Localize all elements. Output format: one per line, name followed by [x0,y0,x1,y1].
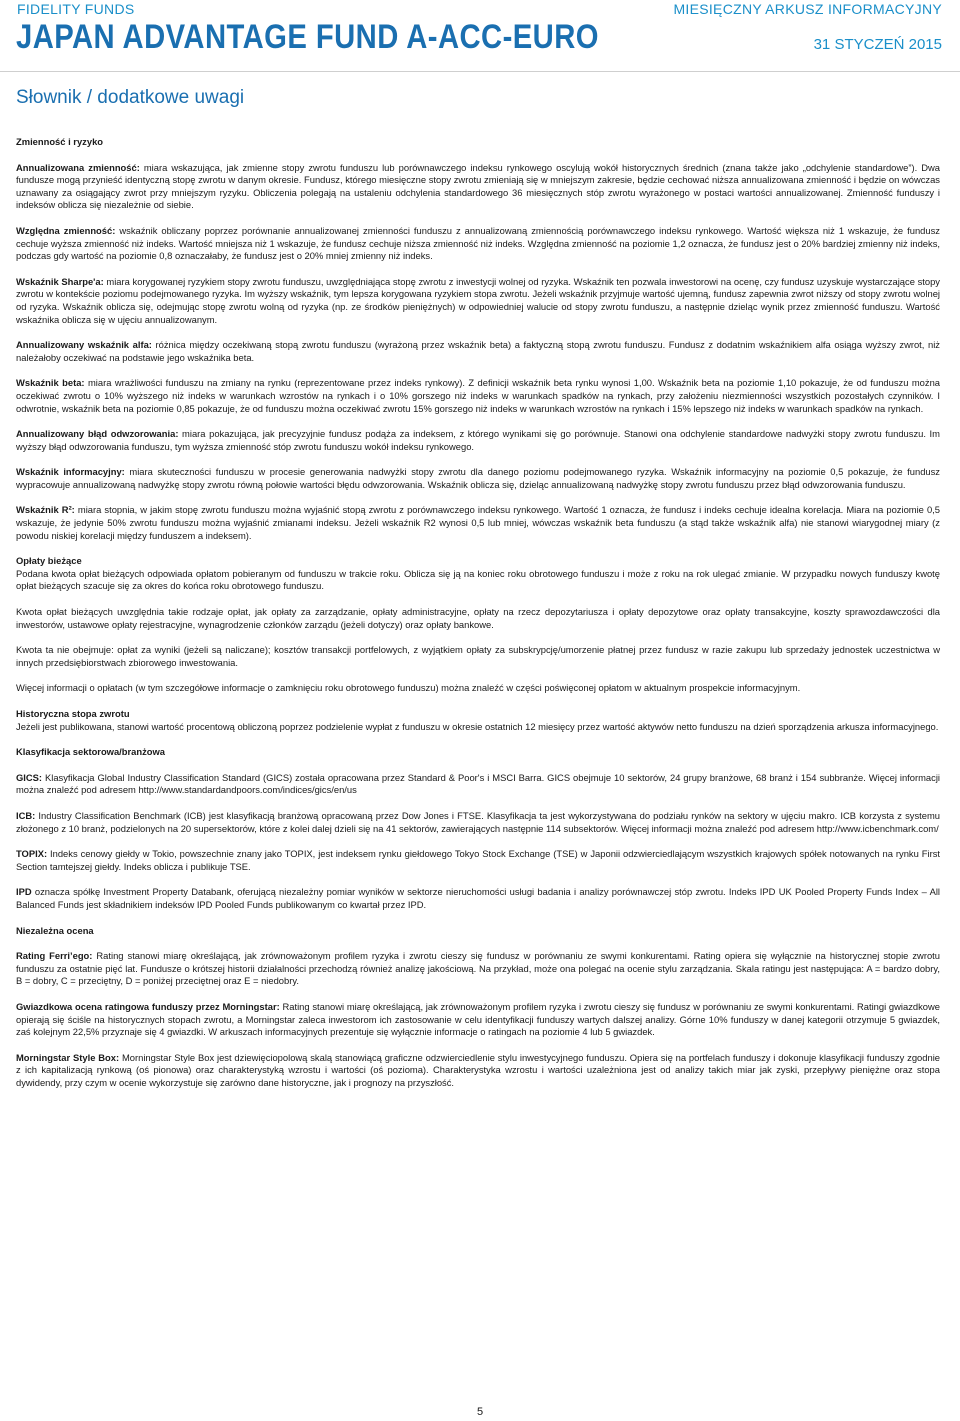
fund-name: JAPAN ADVANTAGE FUND A-ACC-EURO [16,18,599,56]
definition-sharpe-ratio [16,276,940,326]
definition-r-squared [16,504,940,542]
term: GICS: [16,771,43,783]
term: Rating Ferri’ego: [16,950,93,962]
heading-historic-yield: Historyczna stopa zwrotu [16,708,130,719]
term: Morningstar Style Box: [16,1051,120,1063]
heading-independent-assessment: Niezależna ocena [16,924,94,936]
charges-paragraph-4: Więcej informacji o opłatach (w tym szczegółowe informacje o zamknięciu roku obrotowego funduszu) można znaleźć w części poświęconej opłatom w aktualnym prospekcie informacyjnym. [16,682,801,694]
definition-text: wskaźnik obliczany poprzez porównanie annualizowanej zmienności funduszu z annualizowaną zmiennością porównawczego indeksu rynkowego. Wartość większa niż 1 wskazuje, że fundusz cechuje wyższa zmienność niż indeks. Wartość mniejsza niż 1 wskazuje, że fundusz cechuje niższa zmienność niż indeks. Względna zmienność na poziomie 1,2 oznacza, że fundusz jest o 20% bardziej zmienny niż indeks, podczas gdy wartość na poziomie 0,8 oznaczałaby, że fundusz jest o 20% mniej zmienny niż indeks. [16,224,940,262]
header-divider [0,71,960,72]
term: Wskaźnik beta: [16,377,85,389]
term: Annualizowana zmienność: [16,161,140,173]
definition-text: różnica między oczekiwaną stopą zwrotu funduszu (wyrażoną przez wskaźnik beta) a faktyczną stopą zwrotu funduszu. Fundusz z dodatnim wskaźnikiem alfa osiąga wyższy zwrot, niż należałoby oczekiwać na podstawie jego wskaźnika beta. [16,339,940,363]
heading-sector-classification: Klasyfikacja sektorowa/branżowa [16,746,166,758]
definition-text: miara skuteczności funduszu w procesie generowania nadwyżki stopy zwrotu dla danego poziomu podejmowanego ryzyka. Wskaźnik informacyjny na poziomie 0,5 pokazuje, że fundusz wypracowuje annualizowaną nadwyżkę stopy zwrotu równą połowie wartości błędu odwzorowania. Wskaźnik oblicza się, dzieląc annualizowaną nadwyżkę stopy zwrotu funduszu przez błąd odwzorowania funduszu. [16,466,940,490]
definition-text: miara stopnia, w jakim stopę zwrotu funduszu można wyjaśnić stopą zwrotu z porównawczego indeksu rynkowego. Wartość 1 oznacza, że fundusz i indeks cechuje idealna korelacja. Miara na poziomie 0,5 wskazuje, że jedynie 50% zwrotu funduszu można wyjaśnić zmianami indeksu. Jeżeli wskaźnik R2 wynosi 0,5 lub mniej, wówczas wskaźnik beta funduszu (a stąd także wskaźnik alfa) nie stanowi wiarygodnej miary (z powodu niskiej korelacji między funduszem a indeksem). [16,504,940,541]
definition-morningstar-style-box [16,1052,940,1090]
charges-paragraph-3: Kwota ta nie obejmuje: opłat za wyniki (jeżeli są naliczane); kosztów transakcji portfelowych, z wyjątkiem opłaty za subskrypcję/umorzenie płatnej przez fundusz w razie zakupu lub sprzedaży jednostek uczestnictwa w innych przedsiębiorstwach zbiorowego inwestowania. [16,644,940,668]
term: Annualizowany wskaźnik alfa: [16,339,152,351]
term: IPD [16,886,32,898]
definition-text: Morningstar Style Box jest dziewięciopolową skalą stanowiącą graficzne odzwierciedlenie stylu inwestycyjnego funduszu. Opiera się na portfelach funduszy i dokonuje klasyfikacji funduszy zgodnie z ich kapitalizacją rynkową (oś pionowa) oraz charakterystyką wzrostu i wartości (oś pozioma). Charakterystyka wzrostu i wartości uzależniona jest od analizy takich miar jak zyski, przepływy pieniężne oraz stopa dywidendy, przy czym w ocenie wykorzystuje się zarówno dane historyczne, jak i prognozy na przyszłość. [16,1051,940,1088]
fund-family: FIDELITY FUNDS [17,1,135,17]
definition-beta [16,377,940,415]
definition-text: miara pokazująca, jak precyzyjnie fundusz podąża za indeksem, z którego wynikami się go porównuje. Stanowi ona odchylenie standardowe nadwyżki stopy zwrotu funduszu. Im wyższy błąd odwzorowania funduszu, tym wyższa zmienność stóp zwrotu funduszu wokół indeksu rynkowego. [16,428,940,452]
definition-information-ratio [16,466,940,491]
glossary-content [16,136,940,1102]
definition-annualised-volatility [16,162,940,212]
page-header [0,0,960,72]
definition-gics [16,772,940,797]
term: Względna zmienność: [16,224,116,236]
term: ICB: [16,809,36,821]
definition-alpha [16,339,940,364]
definition-text: miara wskazująca, jak zmienne stopy zwrotu funduszu lub porównawczego indeksu rynkowego oscylują wokół historycznych średnich (znana także jako „odchylenie standardowe”). Dwa fundusze mogą przynieść identyczną stopę zwrotu w danym okresie. Fundusz, którego miesięczne stopy zwrotu zmieniają się w mniejszym zakresie, będzie cechować niższa annualizowana zmienność i będzie on wówczas uznawany za osiągający zwrot przy mniejszym ryzyku. Obliczenia polegają na ustaleniu odchylenia standardowego 36 miesięcznych stóp zwrotu wyrażonego w postaci wartości annualizowanej. Zmienność funduszy i indeksów oblicza się niezależnie od siebie. [16,161,940,211]
page-number: 5 [476,1406,484,1418]
definition-text: miara wrażliwości funduszu na zmiany na rynku (reprezentowane przez indeks rynkowy). Z definicji wskaźnik beta rynku wynosi 1,00. Wskaźnik beta na poziomie 1,10 pokazuje, że od funduszu można oczekiwać zwrotu o 10% wyższego niż indeks w warunkach wzrostów na rynkach i o 10% gorszego niż indeks w warunkach spadków na rynkach, przy założeniu niezmienności wszystkich pozostałych czynników. I odwrotnie, wskaźnik beta na poziomie 0,85 pokazuje, że od funduszu można oczekiwać zwrotu 15% gorszego niż indeks w warunkach wzrostów na rynkach i 15% lepszego niż indeks w warunkach spadków na rynkach. [16,377,940,414]
definition-text: Rating stanowi miarę określającą, jak zrównoważonym profilem ryzyka i zwrotu cieszy się fundusz w porównaniu ze swymi konkurentami. Ratingi gwiazdkowe opierają się ściśle na historycznych stopach zwrotu, a Morningstar zaleca inwestorom ich zastosowanie w celu identyfikacji funduszy wartych dalszej analizy. Górne 10% funduszy w danej kategorii otrzymuje 5 gwiazdek, zaś kolejnym 22,5% przyznaje się 4 gwiazdki. W arkuszach informacyjnych prezentuje się wyłącznie informacje o ratingach na poziomie 4 lub 5 gwiazdek. [16,1000,940,1038]
definition-text: Klasyfikacja Global Industry Classification Standard (GICS) została opracowana przez Standard & Poor's i MSCI Barra. GICS obejmuje 10 sektorów, 24 grupy branżowe, 68 branż i 154 subbranże. Więcej informacji można znaleźć pod adresem http://www.standardandpoors.com/indices/gics/en/us [16,771,940,796]
heading-ongoing-charges: Opłaty bieżące [16,555,82,567]
definition-text: miara korygowanej ryzykiem stopy zwrotu funduszu, uwzględniająca stopę zwrotu z inwestycji wolnej od ryzyka. Wskaźnik ten pozwala inwestorowi na ocenę, czy fundusz uzyskuje wystarczające stopy zwrotu w kontekście poziomu podejmowanego ryzyka. Im wyższy wskaźnik, tym lepsza korygowana ryzykiem stopa zwrotu. Jeżeli wskaźnik przyjmuje wartość ujemną, fundusz zapewnia zwrot niższy od stopy zwrotu wolnej od ryzyka. Wskaźnik oblicza się, odejmując stopę zwrotu wolną od ryzyka (np. ze środków pieniężnych) w odpowiedniej walucie od stopy zwrotu funduszu, a następnie dzieląc wynik przez zmienność funduszu. Wartość wskaźnika oblicza się w ujęciu annualizowanym. [16,275,940,325]
charges-paragraph-2: Kwota opłat bieżących uwzględnia takie rodzaje opłat, jak opłaty za zarządzanie, opłaty administracyjne, opłaty na rzecz depozytariusza i opłaty depozytowe oraz opłaty transakcyjne, koszty sprawozdawczości dla inwestorów, ustawowe opłaty rejestracyjne, wynagrodzenie członków zarządu (jeżeli dotyczy) oraz opłaty bankowe. [16,606,940,630]
definition-relative-volatility [16,225,940,263]
definition-text: Industry Classification Benchmark (ICB) jest klasyfikacją branżową opracowaną przez Dow Jones i FTSE. Klasyfikacja ta jest wykorzystywana do podziału rynków na sektory w ujęciu makro. ICB korzysta z systemu złożonego z 10 branż, podzielonych na 20 supersektorów, które z kolei dalej dzieli się na 41 sektorów, zawierających następnie 114 subsektorów. Więcej informacji można znaleźć pod adresem http://www.icbenchmark.com/ [16,809,940,834]
term: Wskaźnik R²: [16,504,75,516]
definition-text: oznacza spółkę Investment Property Databank, oferującą niezależny pomiar wyników w sektorze nieruchomości usługi badania i analizy porównawczej stóp zwrotu. Indeks IPD UK Pooled Property Funds Index – All Balanced Funds jest składnikiem indeksów IPD Pooled Funds publikowanym co kwartał przez IPD. [16,886,940,910]
document-date: 31 STYCZEŃ 2015 [813,36,942,53]
definition-morningstar-rating [16,1001,940,1039]
document-type: MIESIĘCZNY ARKUSZ INFORMACYJNY [673,1,942,17]
historic-yield-paragraph: Jeżeli jest publikowana, stanowi wartość procentową obliczoną poprzez podzielenie wypłat z funduszu w okresie ostatnich 12 miesięcy przez wartość aktywów netto funduszu na dzień sporządzenia arkusza informacyjnego. [16,720,939,732]
charges-paragraph-1: Podana kwota opłat bieżących odpowiada opłatom pobieranym od funduszu w trakcie roku. Oblicza się ją na koniec roku obrotowego funduszu i może z roku na rok ulegać zmianie. W przypadku nowych funduszy kwotę opłat bieżących szacuje się za okres do końca roku obrotowego funduszu. [16,567,940,592]
definition-text: Indeks cenowy giełdy w Tokio, powszechnie znany jako TOPIX, jest indeksem rynku giełdowego Tokyo Stock Exchange (TSE) w Japonii odzwierciedlającym wszystkich krajowych spółek notowanych na rynku First Section tamtejszej giełdy. Indeks oblicza i publikuje TSE. [16,848,940,872]
definition-ipd [16,886,940,911]
definition-ferri-rating [16,950,940,988]
heading-volatility: Zmienność i ryzyko [16,136,104,147]
definition-topix [16,848,940,873]
term: Gwiazdkowa ocena ratingowa funduszy przez Morningstar: [16,1000,280,1012]
term: TOPIX: [16,848,48,860]
section-title: Słownik / dodatkowe uwagi [16,87,245,108]
term: Wskaźnik informacyjny: [16,466,125,478]
definition-icb [16,810,940,835]
definition-tracking-error [16,428,940,453]
definition-text: Rating stanowi miarę określającą, jak zrównoważonym profilem ryzyka i zwrotu cieszy się fundusz w porównaniu ze swymi konkurentami. Rating opiera się wyłącznie na historycznej stopie zwrotu funduszu za ostatnie pięć lat. Fundusze o krótszej historii działalności przechodzą również analizę jakościową. Na przykład, może ona polegać na ocenie stylu zarządzania. Skala ratingu jest następująca: A = bardzo dobry, B = dobry, C = przeciętny, D = poniżej przeciętnej oraz E = niedobry. [16,950,940,987]
term: Wskaźnik Sharpe'a: [16,275,104,287]
term: Annualizowany błąd odwzorowania: [16,428,179,440]
